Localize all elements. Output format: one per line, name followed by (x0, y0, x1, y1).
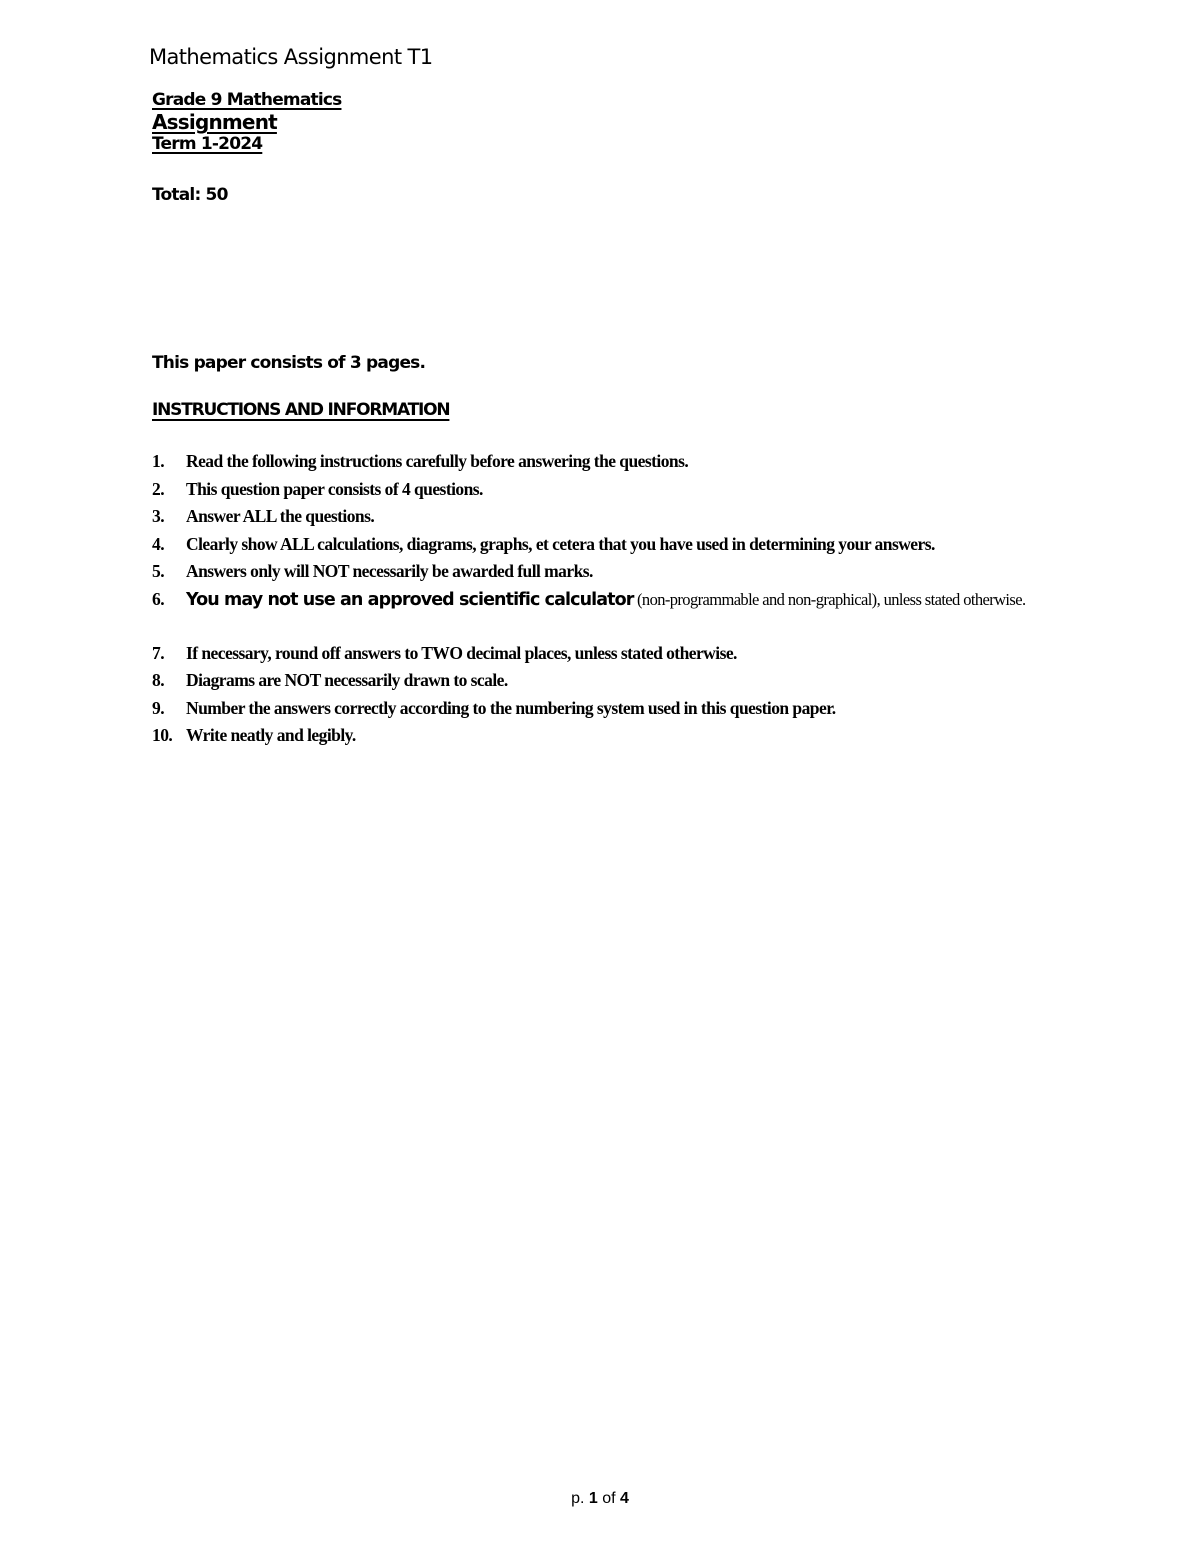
item-text: Number the answers correctly according to the numbering system used in this question paper. (186, 697, 836, 718)
item-number: 10. (152, 725, 173, 745)
grade-line (152, 89, 341, 111)
item-number: 6. (152, 588, 165, 609)
assignment-line (152, 111, 341, 133)
instructions-heading: INSTRUCTIONS AND INFORMATION (152, 400, 450, 420)
item-number: 4. (152, 533, 165, 554)
assignment-text: Assignment (152, 110, 277, 134)
item-text: Read the following instructions carefully before answering the questions. (186, 451, 689, 471)
list-item (152, 559, 1152, 587)
total-marks: Total: 50 (152, 185, 228, 205)
item-number: 5. (152, 561, 165, 581)
current-page-number: 1 (588, 1490, 598, 1507)
list-item (152, 696, 1152, 724)
item-text: Write neatly and legibly. (186, 725, 356, 745)
item-text: If necessary, round off answers to TWO decimal places, unless stated otherwise. (186, 642, 737, 663)
page-footer (0, 1490, 1200, 1508)
list-item (152, 449, 1152, 477)
list-item (152, 477, 1152, 505)
list-item (152, 532, 1152, 560)
list-item (152, 723, 1152, 751)
footer-prefix: p. (571, 1490, 589, 1507)
total-pages-number: 4 (620, 1490, 629, 1507)
item-number: 2. (152, 478, 165, 499)
calculator-rule-text: You may not use an approved scientific calculator (186, 589, 634, 610)
list-item (152, 587, 1106, 641)
item-text: Diagrams are NOT necessarily drawn to scale. (186, 670, 508, 690)
item-number: 3. (152, 506, 165, 526)
item-number: 8. (152, 670, 165, 690)
item-text: Answer ALL the questions. (186, 506, 375, 526)
item-number: 9. (152, 697, 165, 718)
item-text: Clearly show ALL calculations, diagrams, graphs, et cetera that you have used in determining your answers. (186, 533, 935, 554)
instructions-list (152, 449, 1152, 751)
term-text: Term 1-2024 (152, 134, 263, 154)
header-block (152, 89, 341, 155)
item-text: Answers only will NOT necessarily be awarded full marks. (186, 561, 593, 581)
document-title: Mathematics Assignment T1 (149, 45, 433, 69)
list-item (152, 668, 1152, 696)
grade-text: Grade 9 Mathematics (152, 90, 342, 110)
calculator-rule-detail: (non-programmable and non-graphical), unless stated otherwise. (633, 589, 1026, 609)
item-number: 7. (152, 642, 165, 663)
term-line (152, 133, 341, 155)
footer-separator: of (597, 1490, 621, 1507)
list-item (152, 504, 1152, 532)
item-number: 1. (152, 451, 165, 471)
list-item (152, 641, 1152, 669)
item-text: This question paper consists of 4 questions. (186, 478, 483, 499)
pages-note: This paper consists of 3 pages. (152, 353, 426, 373)
